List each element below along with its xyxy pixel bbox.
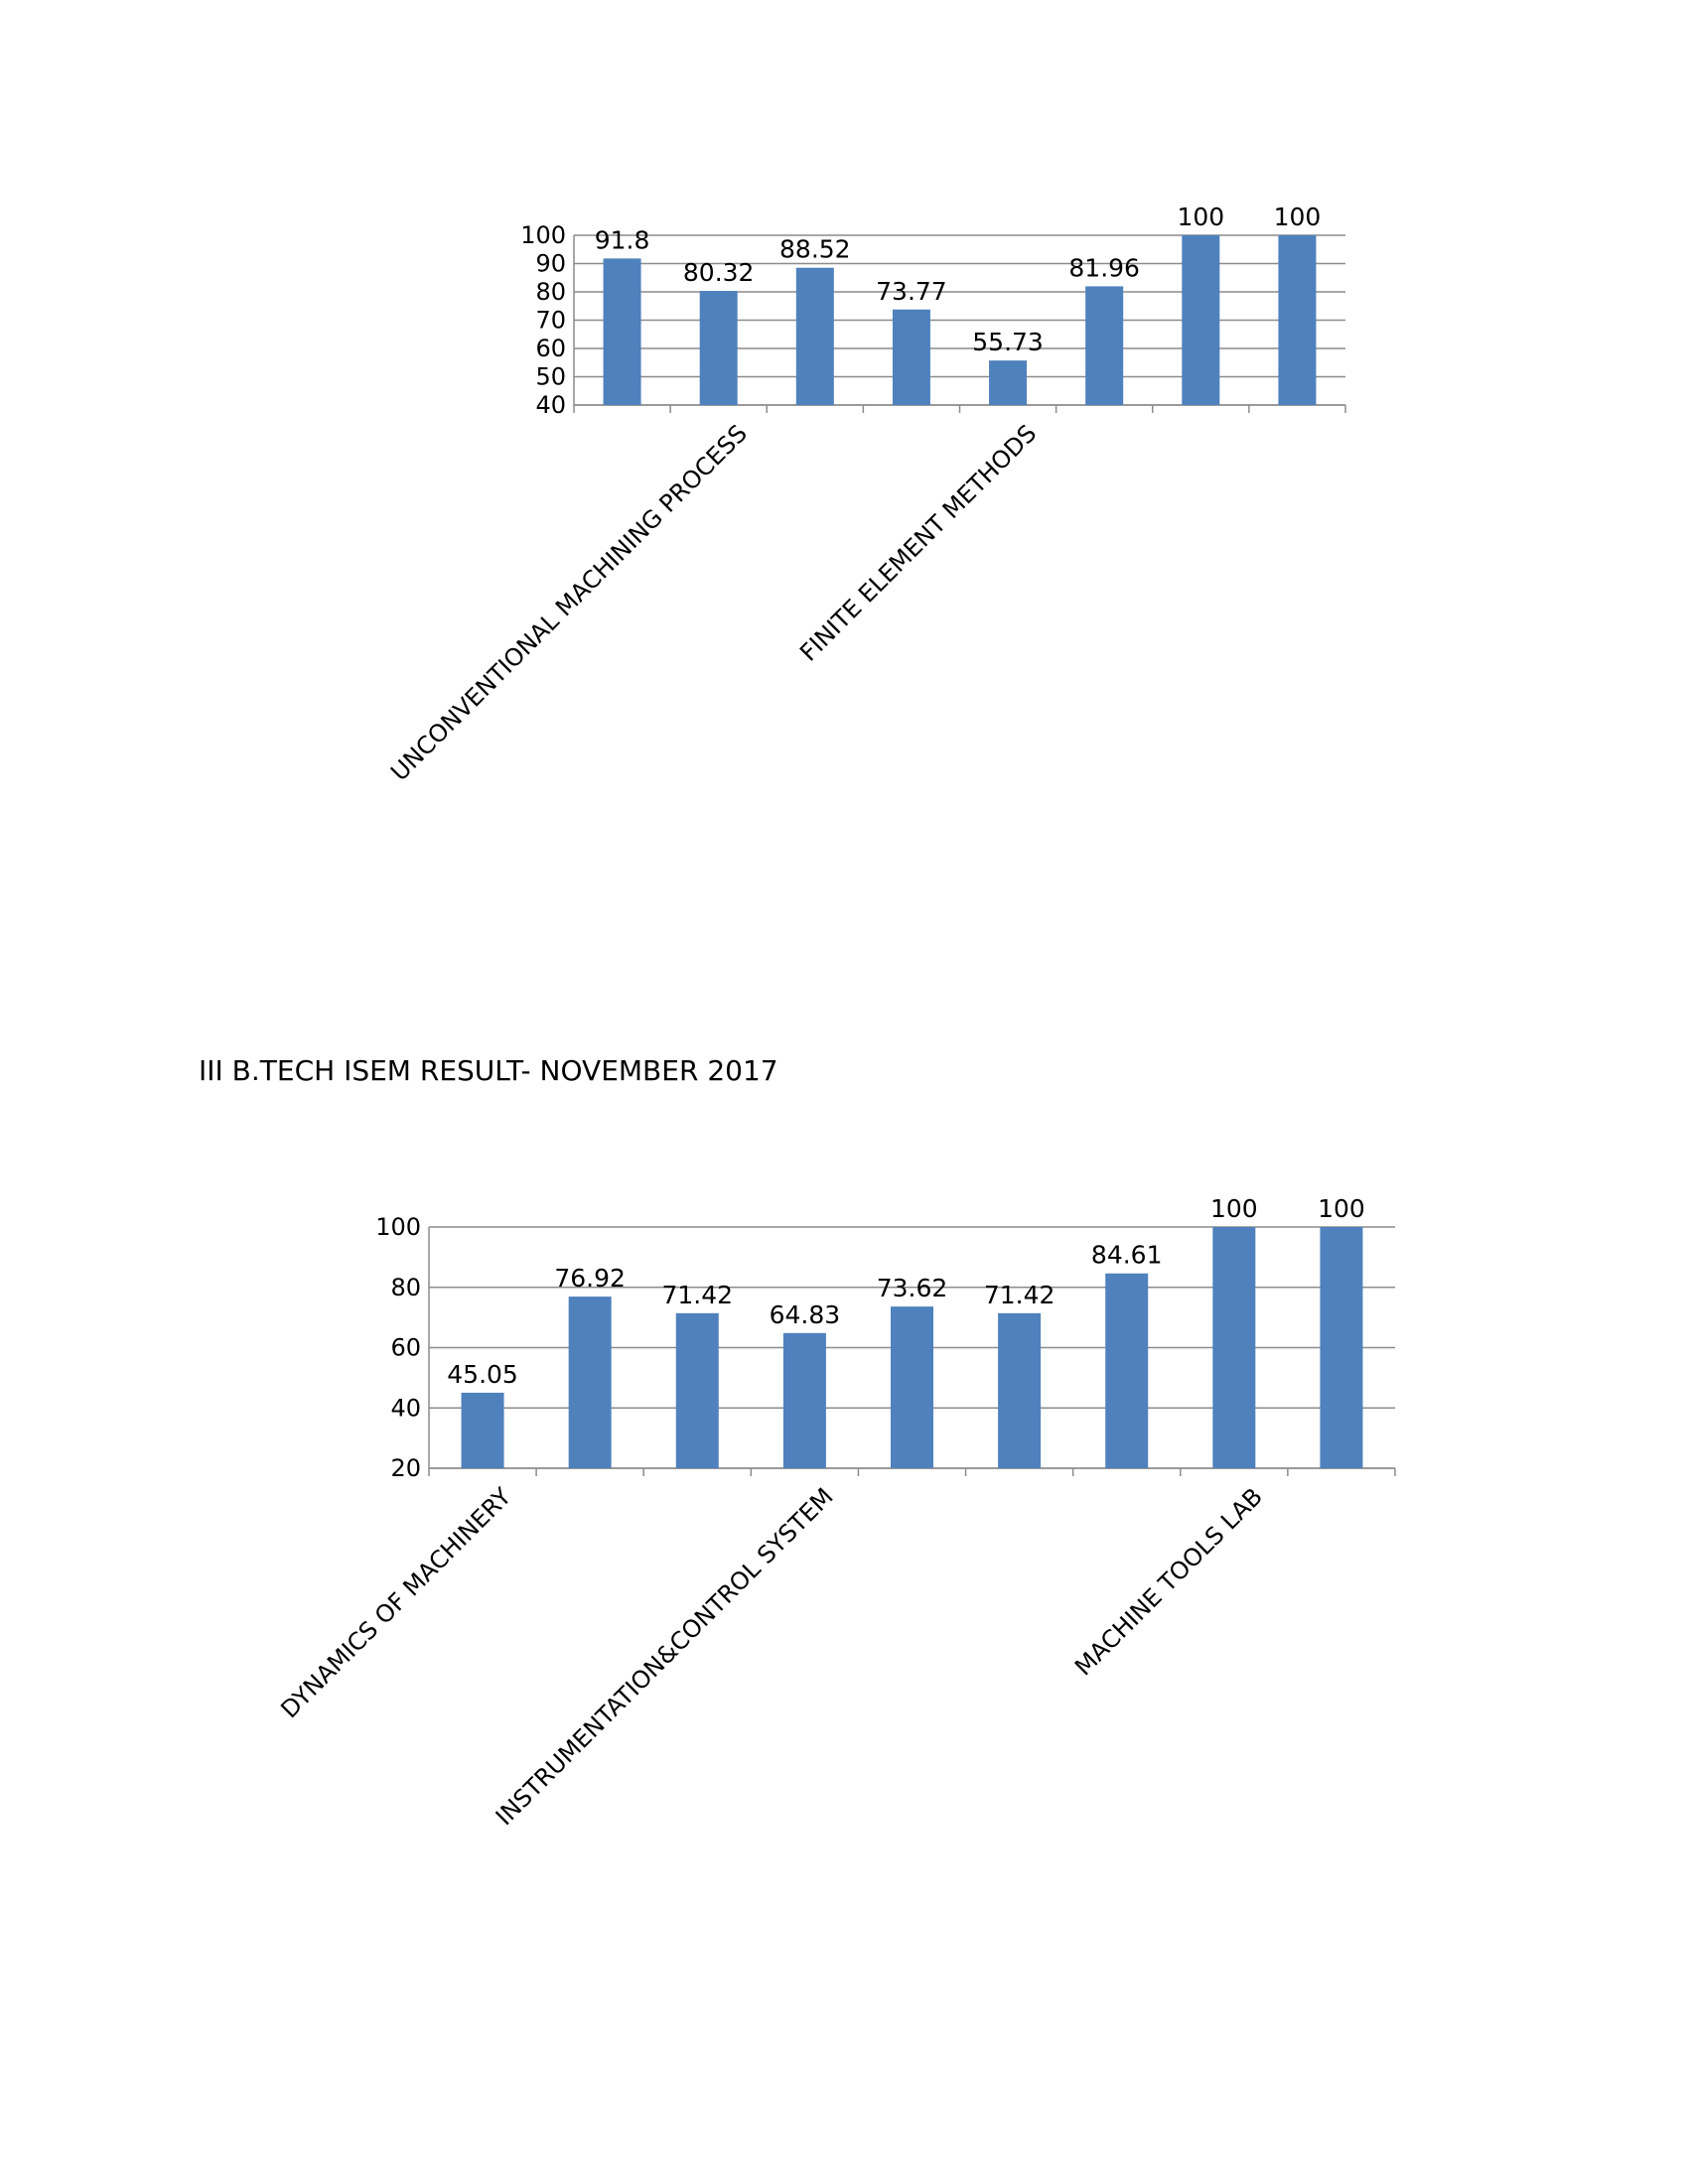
bar [998,1313,1041,1468]
bar [1278,235,1316,405]
bar [1320,1227,1362,1468]
y-tick-label: 80 [535,278,566,306]
y-tick-label: 60 [390,1333,421,1362]
y-tick-label: 100 [520,221,566,249]
data-label: 80.32 [682,258,755,288]
category-label: INSTRUMENTATION&CONTROL SYSTEM [490,1482,839,1832]
y-tick-label: 70 [535,306,566,335]
bar [569,1297,612,1468]
bar [989,360,1027,405]
bar [676,1313,719,1468]
y-tick-label: 40 [390,1394,421,1423]
data-label: 100 [1209,1194,1258,1223]
y-tick-label: 50 [535,362,566,391]
category-label: FINITE ELEMENT METHODS [794,419,1043,667]
data-label: 71.42 [983,1280,1055,1309]
y-tick-label: 40 [535,391,566,419]
data-label: 55.73 [972,328,1044,357]
y-tick-label: 60 [535,335,566,362]
y-tick-label: 90 [535,249,566,278]
bar [700,291,738,405]
y-tick-label: 20 [390,1454,421,1482]
bar [462,1393,504,1468]
bar [891,1306,933,1468]
bar [1085,286,1123,405]
data-label: 45.05 [447,1359,518,1389]
data-label: 100 [1177,203,1225,231]
results-bar-chart-2 [0,1142,1688,1936]
data-label: 81.96 [1068,253,1140,283]
bar [783,1333,826,1468]
data-label: 73.77 [876,276,947,306]
category-label: UNCONVENTIONAL MACHINING PROCESS [385,419,753,787]
data-label: 76.92 [554,1264,626,1294]
section-heading: III B.TECH ISEM RESULT- NOVEMBER 2017 [199,1054,778,1087]
data-label: 73.62 [876,1274,948,1303]
bar [1182,235,1219,405]
bar [1212,1227,1255,1468]
category-label: MACHINE TOOLS LAB [1069,1482,1269,1682]
y-tick-label: 80 [390,1273,421,1301]
category-label: DYNAMICS OF MACHINERY [275,1482,517,1724]
bar [796,268,834,405]
data-label: 91.8 [594,225,650,255]
data-label: 84.61 [1090,1240,1163,1270]
data-label: 100 [1273,203,1322,231]
data-label: 64.83 [769,1299,841,1329]
results-bar-chart-1 [0,0,1688,814]
data-label: 88.52 [779,234,851,264]
data-label: 100 [1318,1194,1365,1223]
bar [604,258,641,405]
data-label: 71.42 [661,1280,734,1309]
bar [893,310,930,405]
y-tick-label: 100 [375,1213,421,1241]
bar [1105,1274,1148,1468]
